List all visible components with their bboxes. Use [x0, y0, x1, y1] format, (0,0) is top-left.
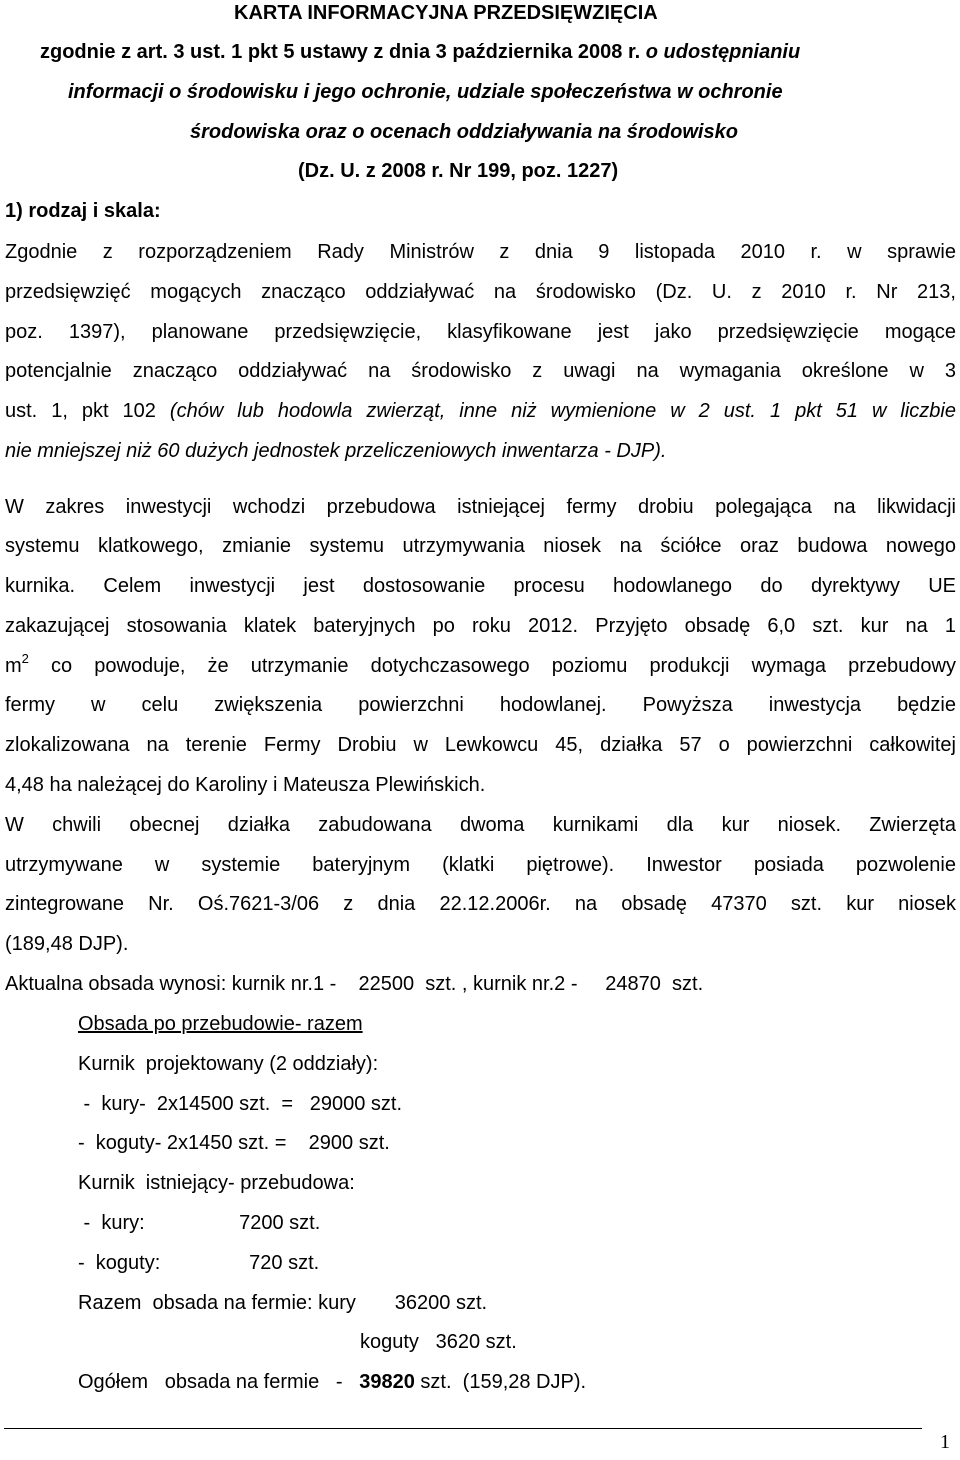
designed-hens-line: - kury- 2x14500 szt. = 29000 szt.	[78, 1093, 403, 1115]
grand-total-line	[78, 1362, 960, 1402]
paragraph-line: W zakres inwestycji wchodzi przebudowa istniejącej fermy drobiu polegająca na likwidacji	[5, 496, 956, 518]
paragraph-line: zlokalizowana na terenie Fermy Drobiu w Lewkowcu 45, działka 57 o powierzchni całkowitej	[5, 734, 956, 756]
grand-total-label: Ogółem obsada na fermie -	[78, 1371, 360, 1393]
paragraph-line: poz. 1397), planowane przedsięwzięcie, klasyfikowane jest jako przedsięwzięcie mogące	[5, 321, 956, 343]
legal-basis-italic: o udostępnianiu	[645, 41, 801, 63]
total-hens-line: Razem obsada na fermie: kury 36200 szt.	[78, 1292, 488, 1314]
total-roosters-line: koguty 3620 szt.	[360, 1331, 517, 1353]
paragraph-line: utrzymywane w systemie bateryjnym (klatki piętrowe). Inwestor posiada pozwolenie	[5, 854, 956, 876]
paragraph-line: nie mniejszej niż 60 dużych jednostek przeliczeniowych inwentarza - DJP).	[5, 440, 667, 462]
after-rebuild-heading: Obsada po przebudowie- razem	[78, 1013, 363, 1035]
paragraph-line: 4,48 ha należącej do Karoliny i Mateusza Plewińskich.	[5, 774, 486, 796]
legal-basis-line-3: środowiska oraz o ocenach oddziaływania na środowisko	[190, 121, 738, 143]
footer-rule	[4, 1428, 922, 1429]
paragraph-line-rest: co powoduje, że utrzymanie dotychczasowego poziomu produkcji wymaga przebudowy	[28, 655, 956, 677]
paragraph-line: potencjalnie znacząco oddziaływać na środowisko z uwagi na wymagania określone w 3	[5, 360, 956, 382]
legal-basis-line-2: informacji o środowisku i jego ochronie, udziale społeczeństwa w ochronie	[68, 81, 783, 103]
paragraph-line: zakazującej stosowania klatek bateryjnych po roku 2012. Przyjęto obsadę 6,0 szt. kur na 1	[5, 615, 956, 637]
paragraph-line-plain: ust. 1, pkt 102	[5, 400, 170, 422]
section-heading: 1) rodzaj i skala:	[5, 200, 161, 222]
document-title: KARTA INFORMACYJNA PRZEDSIĘWZIĘCIA	[234, 2, 658, 24]
grand-total-value: 39820	[359, 1371, 415, 1393]
paragraph-line-italic: (chów lub hodowla zwierząt, inne niż wymienione w 2 ust. 1 pkt 51 w liczbie	[169, 400, 956, 422]
paragraph-line: fermy w celu zwiększenia powierzchni hodowlanej. Powyższa inwestycja będzie	[5, 694, 956, 716]
paragraph-line: (189,48 DJP).	[5, 933, 129, 955]
paragraph-line	[5, 646, 956, 686]
page-number: 1	[940, 1431, 950, 1453]
paragraph-line: systemu klatkowego, zmianie systemu utrzymywania niosek na ściółce oraz budowa nowego	[5, 535, 956, 557]
unit-m: m	[5, 655, 22, 677]
paragraph-line: kurnika. Celem inwestycji jest dostosowanie procesu hodowlanego do dyrektywy UE	[5, 575, 956, 597]
paragraph-line: Zgodnie z rozporządzeniem Rady Ministrów z dnia 9 listopada 2010 r. w sprawie	[5, 241, 956, 263]
current-stock-line: Aktualna obsada wynosi: kurnik nr.1 - 22500 szt. , kurnik nr.2 - 24870 szt.	[5, 973, 704, 995]
legal-basis-line-1	[40, 32, 960, 72]
legal-basis-plain: zgodnie z art. 3 ust. 1 pkt 5 ustawy z dnia 3 października 2008 r.	[40, 41, 646, 63]
paragraph-line	[5, 391, 956, 431]
existing-roosters-line: - koguty: 720 szt.	[78, 1252, 320, 1274]
paragraph-line: W chwili obecnej działka zabudowana dwoma kurnikami dla kur niosek. Zwierzęta	[5, 814, 956, 836]
existing-coop-heading: Kurnik istniejący- przebudowa:	[78, 1172, 355, 1194]
paragraph-line: zintegrowane Nr. Oś.7621-3/06 z dnia 22.12.2006r. na obsadę 47370 szt. kur niosek	[5, 893, 956, 915]
legal-basis-citation: (Dz. U. z 2008 r. Nr 199, poz. 1227)	[298, 160, 619, 182]
designed-coop-heading: Kurnik projektowany (2 oddziały):	[78, 1053, 379, 1075]
designed-roosters-line: - koguty- 2x1450 szt. = 2900 szt.	[78, 1132, 390, 1154]
paragraph-line: przedsięwzięć mogących znacząco oddziaływać na środowisko (Dz. U. z 2010 r. Nr 213,	[5, 281, 956, 303]
grand-total-rest: szt. (159,28 DJP).	[414, 1371, 587, 1393]
unit-superscript: 2	[21, 651, 29, 666]
existing-hens-line: - kury: 7200 szt.	[78, 1212, 321, 1234]
